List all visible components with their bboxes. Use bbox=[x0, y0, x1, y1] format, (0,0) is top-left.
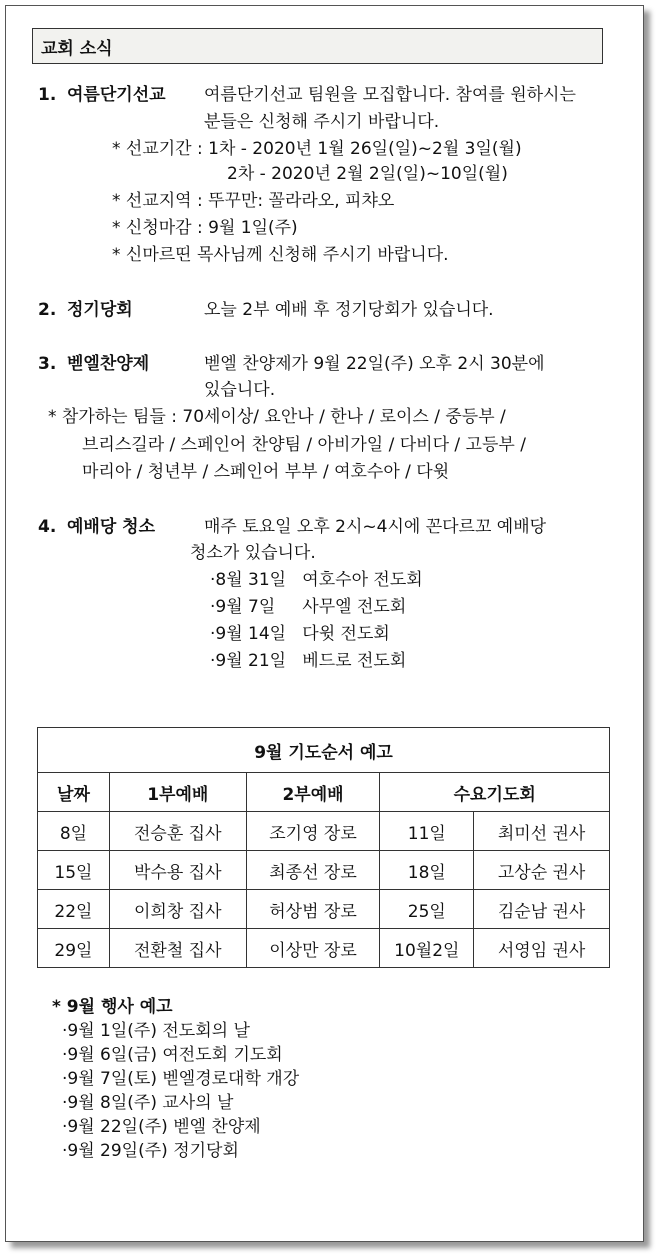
item-2-number: 2. bbox=[38, 300, 57, 320]
table-cell: 10월2일 bbox=[380, 929, 474, 968]
table-cell: 김순남 권사 bbox=[474, 890, 610, 929]
item-1-detail: * 선교기간 : 1차 - 2020년 1월 26일(일)~2월 3일(월) bbox=[112, 139, 522, 159]
item-1-title: 여름단기선교 bbox=[67, 85, 166, 105]
event-item: ·9월 7일(토) 벧엘경로대학 개강 bbox=[62, 1069, 300, 1089]
table-cell: 최종선 장로 bbox=[246, 851, 380, 890]
item-1-desc-line: 여름단기선교 팀원을 모집합니다. 참여를 원하시는 bbox=[204, 85, 576, 105]
event-item: ·9월 8일(주) 교사의 날 bbox=[62, 1093, 234, 1113]
table-cell: 서영임 권사 bbox=[474, 929, 610, 968]
table-cell: 전승훈 집사 bbox=[109, 812, 246, 851]
table-cell: 이상만 장로 bbox=[246, 929, 380, 968]
table-cell: 25일 bbox=[380, 890, 474, 929]
table-cell: 29일 bbox=[38, 929, 110, 968]
item-1-desc-line: 분들은 신청해 주시기 바랍니다. bbox=[204, 112, 440, 132]
table-cell: 조기영 장로 bbox=[246, 812, 380, 851]
table-row bbox=[38, 812, 610, 851]
table-cell: 최미선 권사 bbox=[474, 812, 610, 851]
prayer-schedule-table bbox=[37, 727, 610, 968]
cleaning-schedule-item: ·8월 31일 여호수아 전도회 bbox=[210, 570, 423, 590]
item-3-desc-line: 벧엘 찬양제가 9월 22일(주) 오후 2시 30분에 bbox=[204, 354, 545, 374]
table-cell: 22일 bbox=[38, 890, 110, 929]
table-cell: 이희창 집사 bbox=[109, 890, 246, 929]
event-item: ·9월 1일(주) 전도회의 날 bbox=[62, 1021, 250, 1041]
table-cell: 15일 bbox=[38, 851, 110, 890]
column-header: 2부예배 bbox=[246, 773, 380, 812]
cleaning-schedule-item: ·9월 14일 다윗 전도회 bbox=[210, 624, 390, 644]
events-title: * 9월 행사 예고 bbox=[52, 997, 173, 1017]
table-cell: 허상범 장로 bbox=[246, 890, 380, 929]
event-item: ·9월 6일(금) 여전도회 기도회 bbox=[62, 1045, 283, 1065]
table-cell: 18일 bbox=[380, 851, 474, 890]
item-4-title: 예배당 청소 bbox=[67, 517, 156, 537]
item-1-detail: * 신청마감 : 9월 1일(주) bbox=[112, 218, 298, 238]
table-cell: 박수용 집사 bbox=[109, 851, 246, 890]
event-item: ·9월 22일(주) 벧엘 찬양제 bbox=[62, 1117, 261, 1137]
item-3-detail: * 참가하는 팀들 : 70세이상/ 요안나 / 한나 / 로이스 / 중등부 / bbox=[48, 407, 506, 427]
item-2-desc-line: 오늘 2부 예배 후 정기당회가 있습니다. bbox=[204, 300, 494, 320]
item-1-detail: * 선교지역 : 뚜꾸만: 꼴라라오, 피챠오 bbox=[112, 191, 395, 211]
table-cell: 11일 bbox=[380, 812, 474, 851]
item-3-detail: 브리스길라 / 스페인어 찬양팀 / 아비가일 / 다비다 / 고등부 / bbox=[82, 435, 526, 455]
table-row bbox=[38, 929, 610, 968]
table-cell: 전환철 집사 bbox=[109, 929, 246, 968]
item-4-desc-line: 매주 토요일 오후 2시~4시에 꼰다르꼬 예배당 bbox=[204, 517, 547, 537]
column-header: 1부예배 bbox=[109, 773, 246, 812]
table-header-row bbox=[38, 773, 610, 812]
item-3-number: 3. bbox=[38, 354, 57, 374]
table-row bbox=[38, 890, 610, 929]
item-3-desc-line: 있습니다. bbox=[204, 380, 276, 400]
cleaning-schedule-item: ·9월 7일 사무엘 전도회 bbox=[210, 597, 407, 617]
cleaning-schedule-item: ·9월 21일 베드로 전도회 bbox=[210, 651, 407, 671]
table-row bbox=[38, 851, 610, 890]
table-cell: 8일 bbox=[38, 812, 110, 851]
item-3-title: 벧엘찬양제 bbox=[67, 354, 150, 374]
item-4-desc-line: 청소가 있습니다. bbox=[190, 543, 316, 563]
table-cell: 고상순 권사 bbox=[474, 851, 610, 890]
item-1-number: 1. bbox=[38, 85, 57, 105]
column-header: 수요기도회 bbox=[380, 773, 610, 812]
section-header bbox=[32, 28, 603, 64]
item-1-detail: * 신마르띤 목사님께 신청해 주시기 바랍니다. bbox=[112, 245, 449, 265]
item-1-detail: 2차 - 2020년 2월 2일(일)~10일(월) bbox=[227, 164, 508, 184]
item-2-title: 정기당회 bbox=[67, 300, 133, 320]
section-title: 교회 소식 bbox=[41, 39, 113, 59]
event-item: ·9월 29일(주) 정기당회 bbox=[62, 1141, 239, 1161]
column-header: 날짜 bbox=[38, 773, 110, 812]
item-3-detail: 마리아 / 청년부 / 스페인어 부부 / 여호수아 / 다윗 bbox=[82, 462, 450, 482]
prayer-table-title: 9월 기도순서 예고 bbox=[38, 728, 610, 773]
item-4-number: 4. bbox=[38, 517, 57, 537]
